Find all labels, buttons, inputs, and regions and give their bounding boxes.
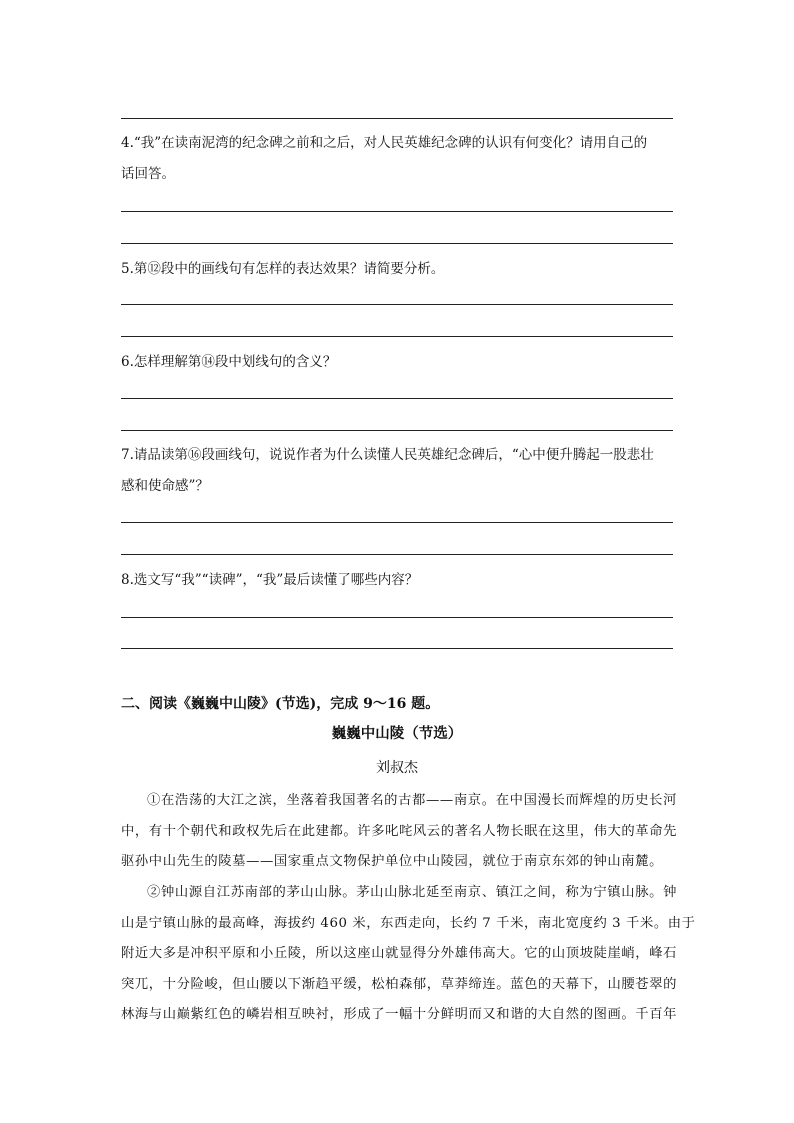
question-text: 话回答。 [121, 166, 175, 182]
section-title: 二、阅读《巍巍中山陵》(节选)，完成 9～16 题。 [121, 696, 440, 712]
article-author: 刘叔杰 [376, 760, 418, 776]
answer-line [121, 522, 673, 523]
question-text: 8.选文写“我”“读碑”，“我”最后读懂了哪些内容？ [121, 572, 419, 588]
question-text: 4.“我”在读南泥湾的纪念碑之前和之后，对人民英雄纪念碑的认识有何变化？请用自己的 [121, 135, 648, 151]
answer-line [121, 118, 673, 119]
answer-line [121, 211, 673, 212]
article-paragraph-2 [121, 878, 696, 1031]
paragraph-line: 附近大多是冲积平原和小丘陵，所以这座山就显得分外雄伟高大。它的山顶坡陡崖峭，峰石 [121, 946, 677, 962]
article-paragraph-1 [121, 786, 677, 878]
question-4 [121, 128, 677, 190]
paragraph-line: 山是宁镇山脉的最高峰，海拔约 460 米，东西走向，长约 7 千米，南北宽度约 3 千米。由于 [121, 915, 696, 931]
paragraph-line: 突兀，十分险峻，但山腰以下渐趋平缓，松柏森郁，草莽缔连。蓝色的天幕下，山腰苍翠的 [121, 976, 677, 992]
question-7 [121, 440, 677, 502]
question-text: 6.怎样理解第⑭段中划线句的含义？ [121, 354, 337, 370]
question-6 [121, 347, 677, 378]
answer-line [121, 304, 673, 305]
paragraph-line: 驱孙中山先生的陵墓——国家重点文物保护单位中山陵园，就位于南京东郊的钟山南麓。 [121, 854, 663, 870]
question-text: 7.请品读第⑯段画线句，说说作者为什么读懂人民英雄纪念碑后，“心中便升腾起一股悲壮 [121, 447, 654, 463]
question-text: 感和使命感”？ [121, 478, 209, 494]
answer-line [121, 430, 673, 431]
answer-line [121, 617, 673, 618]
answer-line [121, 554, 673, 555]
answer-line [121, 398, 673, 399]
paragraph-line: ①在浩荡的大江之滨，坐落着我国著名的古都——南京。在中国漫长而辉煌的历史长河 [147, 793, 677, 808]
question-5 [121, 254, 677, 285]
paragraph-line: 林海与山巅紫红色的嶙岩相互映衬，形成了一幅十分鲜明而又和谐的大自然的图画。千百年 [121, 1007, 677, 1023]
article-title: 巍巍中山陵（节选） [331, 725, 463, 742]
answer-line [121, 243, 673, 244]
paragraph-line: ②钟山源自江苏南部的茅山山脉。茅山山脉北延至南京、镇江之间，称为宁镇山脉。钟 [147, 885, 677, 900]
answer-line [121, 648, 673, 649]
question-8 [121, 565, 677, 596]
answer-line [121, 336, 673, 337]
paragraph-line: 中，有十个朝代和政权先后在此建都。许多叱咤风云的著名人物长眠在这里，伟大的革命先 [121, 823, 677, 839]
question-text: 5.第⑫段中的画线句有怎样的表达效果？请简要分析。 [121, 261, 445, 277]
